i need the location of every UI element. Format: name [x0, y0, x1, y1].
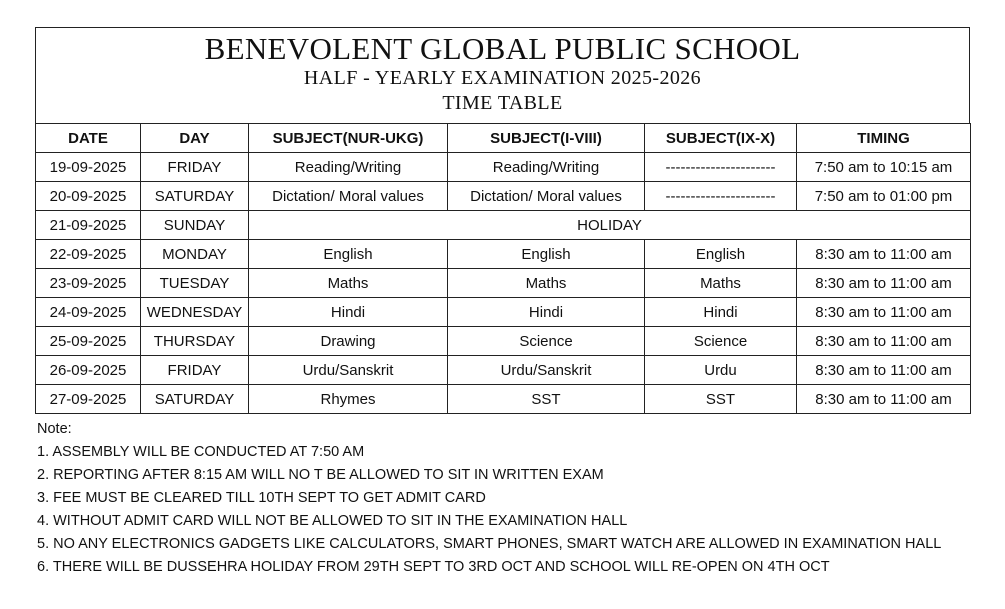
note-item: 1. ASSEMBLY WILL BE CONDUCTED AT 7:50 AM [37, 444, 365, 460]
date-cell: 21-09-2025 [36, 211, 141, 240]
subject-nur-ukg-cell: Hindi [249, 298, 448, 327]
timing-cell: 7:50 am to 10:15 am [797, 153, 971, 182]
note-item: 2. REPORTING AFTER 8:15 AM WILL NO T BE ALLOWED TO SIT IN WRITTEN EXAM [37, 467, 604, 483]
timetable-sheet [35, 27, 970, 414]
day-cell: FRIDAY [141, 153, 249, 182]
doc-title: TIME TABLE [442, 92, 563, 114]
table-row [36, 327, 971, 356]
column-header: SUBJECT(I-VIII) [448, 124, 645, 153]
date-cell: 24-09-2025 [36, 298, 141, 327]
timing-cell: 8:30 am to 11:00 am [797, 385, 971, 414]
subject-nur-ukg-cell: Rhymes [249, 385, 448, 414]
timing-cell: 8:30 am to 11:00 am [797, 240, 971, 269]
subject-ix-x-cell: Urdu [645, 356, 797, 385]
day-cell: FRIDAY [141, 356, 249, 385]
column-header: SUBJECT(NUR-UKG) [249, 124, 448, 153]
timing-cell: 8:30 am to 11:00 am [797, 356, 971, 385]
date-cell: 27-09-2025 [36, 385, 141, 414]
timing-cell: 8:30 am to 11:00 am [797, 298, 971, 327]
subject-nur-ukg-cell: English [249, 240, 448, 269]
notes-heading: Note: [37, 421, 72, 437]
date-cell: 22-09-2025 [36, 240, 141, 269]
column-header: DATE [36, 124, 141, 153]
timing-cell: 8:30 am to 11:00 am [797, 327, 971, 356]
subject-i-viii-cell: Reading/Writing [448, 153, 645, 182]
note-item: 6. THERE WILL BE DUSSEHRA HOLIDAY FROM 29TH SEPT TO 3RD OCT AND SCHOOL WILL RE-OPEN ON 4TH OCT [37, 559, 830, 575]
subject-ix-x-cell: ---------------------- [645, 182, 797, 211]
day-cell: WEDNESDAY [141, 298, 249, 327]
notes-section [37, 418, 941, 579]
day-cell: SATURDAY [141, 385, 249, 414]
date-cell: 20-09-2025 [36, 182, 141, 211]
exam-title: HALF - YEARLY EXAMINATION 2025-2026 [303, 67, 702, 89]
table-row [36, 182, 971, 211]
subject-ix-x-cell: Maths [645, 269, 797, 298]
subject-ix-x-cell: Science [645, 327, 797, 356]
column-header: SUBJECT(IX-X) [645, 124, 797, 153]
day-cell: THURSDAY [141, 327, 249, 356]
note-item: 3. FEE MUST BE CLEARED TILL 10TH SEPT TO GET ADMIT CARD [37, 490, 486, 506]
date-cell: 23-09-2025 [36, 269, 141, 298]
note-item: 4. WITHOUT ADMIT CARD WILL NOT BE ALLOWED TO SIT IN THE EXAMINATION HALL [37, 513, 628, 529]
date-cell: 25-09-2025 [36, 327, 141, 356]
table-row [36, 269, 971, 298]
day-cell: SUNDAY [141, 211, 249, 240]
subject-i-viii-cell: Maths [448, 269, 645, 298]
subject-nur-ukg-cell: Maths [249, 269, 448, 298]
subject-i-viii-cell: Hindi [448, 298, 645, 327]
table-row [36, 211, 971, 240]
subject-i-viii-cell: Urdu/Sanskrit [448, 356, 645, 385]
subject-nur-ukg-cell: Urdu/Sanskrit [249, 356, 448, 385]
table-row [36, 298, 971, 327]
subject-nur-ukg-cell: Drawing [249, 327, 448, 356]
timetable [35, 123, 971, 414]
timing-cell: 7:50 am to 01:00 pm [797, 182, 971, 211]
subject-nur-ukg-cell: Reading/Writing [249, 153, 448, 182]
table-header-row [36, 124, 971, 153]
subject-ix-x-cell: SST [645, 385, 797, 414]
subject-ix-x-cell: ---------------------- [645, 153, 797, 182]
date-cell: 19-09-2025 [36, 153, 141, 182]
table-row [36, 385, 971, 414]
subject-ix-x-cell: Hindi [645, 298, 797, 327]
day-cell: SATURDAY [141, 182, 249, 211]
day-cell: MONDAY [141, 240, 249, 269]
column-header: TIMING [797, 124, 971, 153]
subject-i-viii-cell: English [448, 240, 645, 269]
table-row [36, 153, 971, 182]
table-row [36, 240, 971, 269]
subject-i-viii-cell: Dictation/ Moral values [448, 182, 645, 211]
date-cell: 26-09-2025 [36, 356, 141, 385]
note-item: 5. NO ANY ELECTRONICS GADGETS LIKE CALCULATORS, SMART PHONES, SMART WATCH ARE ALLOWED IN EXAMINATION HALL [37, 536, 942, 552]
school-name: BENEVOLENT GLOBAL PUBLIC SCHOOL [204, 31, 801, 66]
day-cell: TUESDAY [141, 269, 249, 298]
subject-i-viii-cell: Science [448, 327, 645, 356]
column-header: DAY [141, 124, 249, 153]
subject-nur-ukg-cell: Dictation/ Moral values [249, 182, 448, 211]
timing-cell: 8:30 am to 11:00 am [797, 269, 971, 298]
subject-ix-x-cell: English [645, 240, 797, 269]
subject-i-viii-cell: SST [448, 385, 645, 414]
holiday-cell: HOLIDAY [249, 211, 971, 240]
header [35, 27, 970, 123]
table-row [36, 356, 971, 385]
